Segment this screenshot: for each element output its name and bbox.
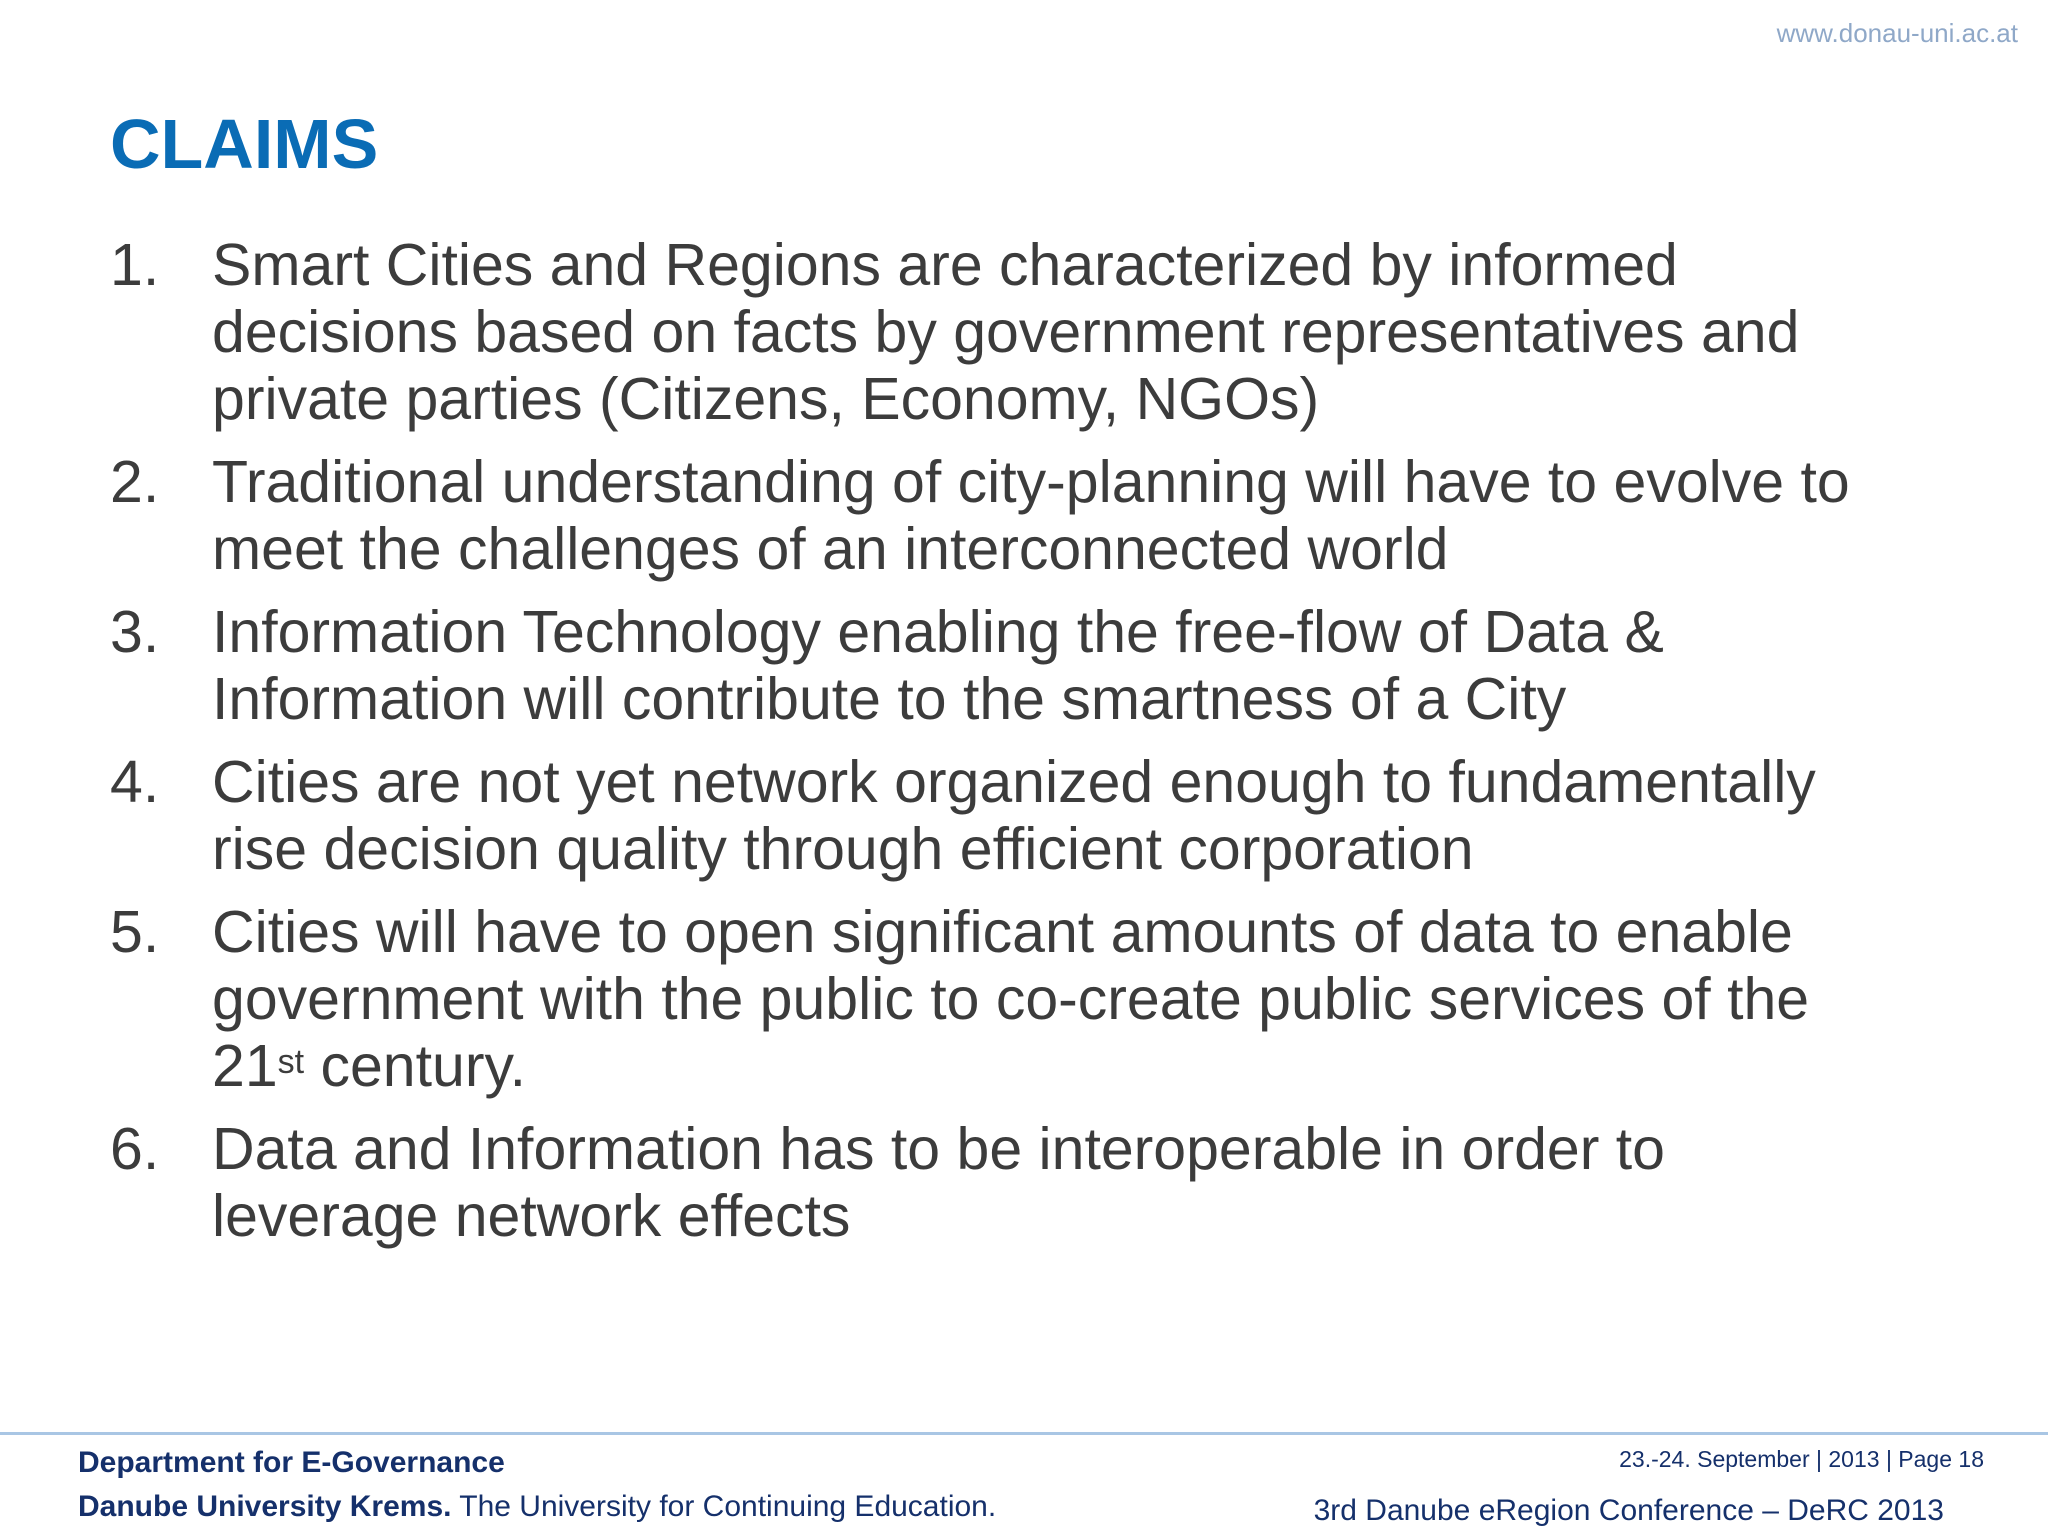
claim-item-5 [110, 899, 2010, 1100]
claim-item-1 [110, 232, 2010, 433]
department-name: Department for E-Governance [78, 1446, 505, 1479]
claim-text: Cities are not yet network organized enough to fundamentally rise decision quality through efficient corporation [212, 749, 1816, 882]
slide-title: CLAIMS [110, 105, 379, 183]
website-url: www.donau-uni.ac.at [1776, 18, 2018, 48]
claim-number: 6. [110, 1116, 160, 1182]
claim-item-4 [110, 749, 2010, 883]
conference-name: 3rd Danube eRegion Conference – DeRC 2013 [1313, 1494, 1944, 1527]
claim-text-before: Cities will have to open significant amounts of data to enable government with the public to co-create public services of the 21 [212, 899, 1810, 1099]
claim-text: Smart Cities and Regions are characterized by informed decisions based on facts by government representatives and private parties (Citizens, Economy, NGOs) [212, 232, 1800, 432]
claim-number: 5. [110, 899, 160, 965]
superscript-suffix: st [277, 1043, 305, 1081]
claim-text [212, 899, 1809, 1100]
claim-text-after: century. [304, 1033, 526, 1099]
claim-number: 4. [110, 749, 160, 815]
claim-item-6 [110, 1116, 2010, 1250]
claim-item-3 [110, 599, 2010, 733]
footer-divider [0, 1432, 2048, 1435]
claim-item-2 [110, 449, 2010, 583]
university-tagline: The University for Continuing Education. [451, 1490, 997, 1523]
university-line [78, 1490, 996, 1524]
claim-text: Information Technology enabling the free-flow of Data & Information will contribute to the smartness of a City [212, 599, 1664, 732]
claim-number: 3. [110, 599, 160, 665]
claim-number: 2. [110, 449, 160, 515]
claim-text: Traditional understanding of city-planning will have to evolve to meet the challenges of an interconnected world [212, 449, 1850, 582]
university-name: Danube University Krems. [78, 1490, 452, 1523]
claim-text: Data and Information has to be interoperable in order to leverage network effects [212, 1116, 1665, 1249]
date-page-info: 23.-24. September | 2013 | Page 18 [1619, 1446, 1984, 1472]
claims-list [110, 232, 2010, 1266]
claim-number: 1. [110, 232, 160, 298]
